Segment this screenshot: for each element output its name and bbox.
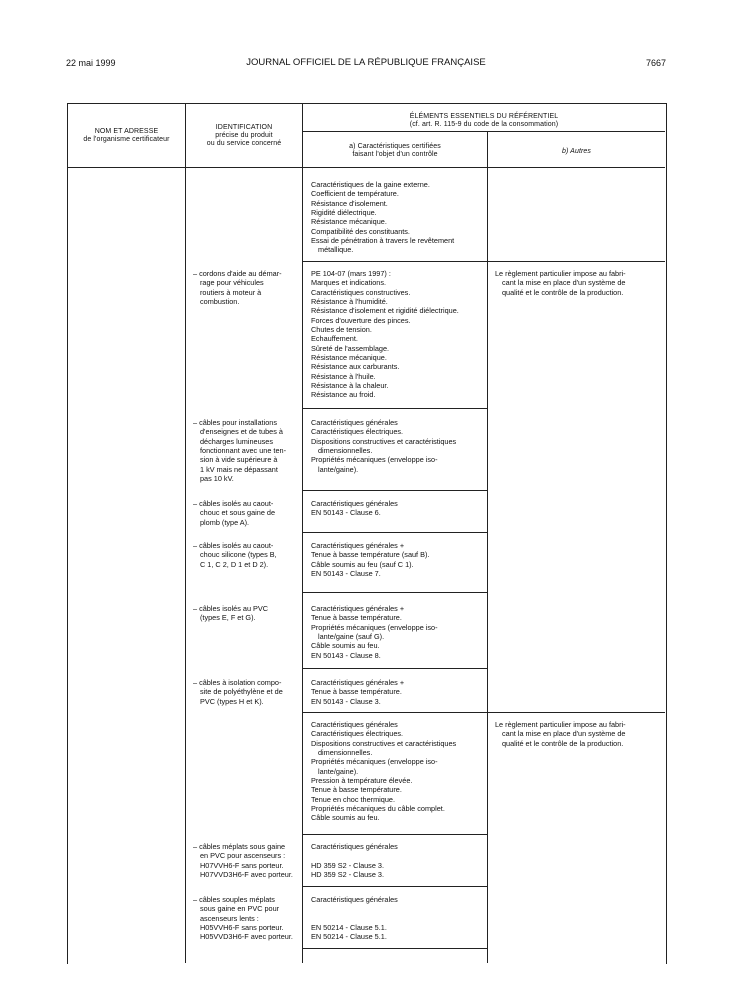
characteristics-cell-line: EN 50214 - Clause 5.1. <box>311 923 387 933</box>
product-cell-line: 1 kV mais ne dépassant <box>200 464 278 474</box>
product-cell-line: – cordons d'aide au démar- <box>193 269 282 278</box>
product-cell <box>193 418 313 483</box>
product-cell-line: sous gaine en PVC pour <box>200 904 280 914</box>
characteristics-cell-line: Tenue à basse température. <box>311 687 402 697</box>
header-bottom-rule <box>67 167 665 168</box>
characteristics-cell-line: Dispositions constructives et caractéristiques <box>311 436 457 446</box>
product-cell <box>193 895 313 942</box>
characteristics-cell-line: Résistance d'isolement et rigidité diélectrique. <box>311 306 459 316</box>
product-cell-line: H05VVH6-F sans porteur. <box>200 923 284 933</box>
product-cell-line: – câbles isolés au PVC <box>193 604 269 613</box>
characteristics-cell-line: Essai de pénétration à travers le revêtement <box>311 236 455 246</box>
characteristics-cell-line: Forces d'ouverture des pinces. <box>311 315 411 325</box>
characteristics-cell-line: Caractéristiques électriques. <box>311 427 404 437</box>
characteristics-cell-line: PE 104-07 (mars 1997) : <box>311 269 391 278</box>
characteristics-cell-line: Sûreté de l'assemblage. <box>311 343 390 353</box>
characteristics-cell-line: Pression à température élevée. <box>311 776 413 786</box>
header-col1-line: NOM ET ADRESSE <box>94 128 159 135</box>
product-cell-line: rage pour véhicules <box>200 278 264 288</box>
characteristics-cell-line: Echauffement. <box>311 334 358 344</box>
product-cell-line: H07VVD3H6-F avec porteur. <box>200 870 293 880</box>
other-cell <box>495 269 653 297</box>
product-cell-line: – câbles méplats sous gaine <box>193 842 286 851</box>
product-cell-line: – câbles isolés au caout- <box>193 499 274 508</box>
col-divider-3-lower <box>487 721 488 963</box>
characteristics-cell-line: Tenue en choc thermique. <box>311 794 395 804</box>
page-date: 22 mai 1999 <box>66 58 116 68</box>
product-cell-line: (types E, F et G). <box>200 613 256 623</box>
product-cell-line: d'enseignes et de tubes à <box>200 427 283 437</box>
characteristics-cell <box>311 895 483 942</box>
header-col3a <box>305 143 485 159</box>
characteristics-cell-line: dimensionnelles. <box>318 748 373 758</box>
characteristics-cell-line: Marques et indications. <box>311 278 387 288</box>
product-cell-line: – câbles souples méplats <box>193 895 275 904</box>
product-cell-line: C 1, C 2, D 1 et D 2). <box>200 559 269 569</box>
characteristics-cell <box>311 269 483 400</box>
product-cell-line: – câbles à isolation compo- <box>193 678 282 687</box>
product-cell-line: plomb (type A). <box>200 517 250 527</box>
characteristics-cell-line: Caractéristiques électriques. <box>311 729 404 739</box>
characteristics-cell-line <box>311 914 483 923</box>
row-rule-2 <box>302 408 487 409</box>
header-col3a-line: a) Caractéristiques certifiées <box>349 143 441 150</box>
product-cell-line: décharges lumineuses <box>200 436 274 446</box>
header-col3-group-line: ÉLÉMENTS ESSENTIELS DU RÉFÉRENTIEL <box>409 113 559 120</box>
characteristics-cell-line <box>311 851 483 860</box>
characteristics-cell <box>311 842 483 879</box>
characteristics-cell-line: EN 50143 - Clause 8. <box>311 650 381 660</box>
product-cell-line: chouc silicone (types B, <box>200 550 277 560</box>
characteristics-cell-line: Caractéristiques générales <box>311 842 398 851</box>
characteristics-cell-line: EN 50143 - Clause 6. <box>311 508 381 518</box>
header-col2 <box>188 124 300 148</box>
header-mid-rule <box>302 131 665 132</box>
characteristics-cell <box>311 180 483 255</box>
characteristics-cell-line: Résistance à l'humidité. <box>311 297 388 307</box>
characteristics-cell <box>311 604 483 660</box>
other-cell <box>495 720 653 748</box>
characteristics-cell-line: HD 359 S2 - Clause 3. <box>311 870 385 880</box>
product-cell-line: site de polyéthylène et de <box>200 687 283 697</box>
characteristics-cell-line: Propriétés mécaniques du câble complet. <box>311 804 445 814</box>
characteristics-cell-line: Résistance mécanique. <box>311 217 387 227</box>
product-cell-line: – câbles pour installations <box>193 418 277 427</box>
characteristics-cell <box>311 418 483 474</box>
characteristics-cell-line: Caractéristiques générales + <box>311 604 405 613</box>
characteristics-cell-line: Caractéristiques générales + <box>311 678 405 687</box>
characteristics-cell-line: lante/gaine). <box>318 766 359 776</box>
product-cell <box>193 678 313 706</box>
characteristics-cell-line: Résistance à la chaleur. <box>311 381 389 391</box>
header-col3b-line: b) Autres <box>561 148 592 155</box>
characteristics-cell-line: Câble soumis au feu (sauf C 1). <box>311 559 414 569</box>
product-cell-line: H07VVH6-F sans porteur. <box>200 860 284 870</box>
product-cell-line: – câbles isolés au caout- <box>193 541 274 550</box>
product-cell-line: H05VVD3H6-F avec porteur. <box>200 932 293 942</box>
characteristics-cell <box>311 499 483 518</box>
other-cell-line: cant la mise en place d'un système de <box>502 729 626 739</box>
row-rule-5 <box>302 592 487 593</box>
product-cell <box>193 499 313 527</box>
other-cell-line: qualité et le contrôle de la production. <box>502 738 624 748</box>
row-rule-8 <box>302 834 487 835</box>
product-cell <box>193 541 313 569</box>
characteristics-cell-line: Propriétés mécaniques (enveloppe iso- <box>311 622 438 632</box>
characteristics-cell <box>311 720 483 823</box>
characteristics-cell-line: Caractéristiques générales <box>311 418 398 427</box>
characteristics-cell-line: métallique. <box>318 245 354 255</box>
header-col2-line: IDENTIFICATION <box>215 124 273 131</box>
product-cell-line: fonctionnant avec une ten- <box>200 446 287 456</box>
header-col3a-line: faisant l'objet d'un contrôle <box>352 151 438 158</box>
characteristics-cell-line: Caractéristiques constructives. <box>311 287 411 297</box>
characteristics-cell-line: lante/gaine). <box>318 464 359 474</box>
characteristics-cell-line: Chutes de tension. <box>311 325 372 335</box>
header-col1 <box>70 128 183 144</box>
row-rule-4 <box>302 532 487 533</box>
journal-title: JOURNAL OFFICIEL DE LA RÉPUBLIQUE FRANÇAISE <box>246 57 486 68</box>
characteristics-cell-line: EN 50143 - Clause 3. <box>311 696 381 706</box>
header-col2-line: ou du service concerné <box>206 140 282 147</box>
characteristics-cell-line: Caractéristiques générales <box>311 895 398 904</box>
product-cell-line: ascenseurs lents : <box>200 913 259 923</box>
page-number: 7667 <box>645 58 666 68</box>
header-col3-group-line: (cf. art. R. 115-9 du code de la consommation) <box>409 121 559 128</box>
header-col2-line: précise du produit <box>215 132 273 139</box>
product-cell-line: chouc et sous gaine de <box>200 508 276 518</box>
product-cell <box>193 269 313 306</box>
characteristics-cell <box>311 678 483 706</box>
characteristics-cell-line: Résistance aux carburants. <box>311 362 400 372</box>
characteristics-cell-line: Propriétés mécaniques (enveloppe iso- <box>311 455 438 465</box>
row-rule-10 <box>302 948 487 949</box>
characteristics-cell-line: EN 50214 - Clause 5.1. <box>311 932 387 942</box>
other-cell-line: qualité et le contrôle de la production. <box>502 287 624 297</box>
characteristics-cell-line: Câble soumis au feu. <box>311 641 380 651</box>
characteristics-cell-line: Résistance à l'huile. <box>311 371 376 381</box>
characteristics-cell-line: Rigidité diélectrique. <box>311 208 377 218</box>
col-divider-1 <box>185 103 186 963</box>
group-rule-1 <box>302 261 665 262</box>
characteristics-cell <box>311 541 483 578</box>
product-cell-line: PVC (types H et K). <box>200 696 264 706</box>
characteristics-cell-line: Tenue à basse température (sauf B). <box>311 550 430 560</box>
other-cell-line: Le règlement particulier impose au fabri- <box>495 720 626 729</box>
row-rule-9 <box>302 886 487 887</box>
running-head <box>66 56 666 70</box>
characteristics-cell-line: Résistance d'isolement. <box>311 198 388 208</box>
characteristics-cell-line: Caractéristiques générales + <box>311 541 405 550</box>
characteristics-cell-line: Câble soumis au feu. <box>311 813 380 823</box>
product-cell-line: en PVC pour ascenseurs : <box>200 851 286 861</box>
characteristics-cell-line: Caractéristiques générales <box>311 499 398 508</box>
characteristics-cell-line: Tenue à basse température. <box>311 785 402 795</box>
other-cell-line: cant la mise en place d'un système de <box>502 278 626 288</box>
characteristics-cell-line: Compatibilité des constituants. <box>311 226 410 236</box>
characteristics-cell-line: Dispositions constructives et caractéristiques <box>311 738 457 748</box>
product-cell-line: pas 10 kV. <box>200 474 234 484</box>
col-divider-3 <box>487 131 488 721</box>
header-col3b <box>490 148 663 156</box>
characteristics-cell-line: Propriétés mécaniques (enveloppe iso- <box>311 757 438 767</box>
product-cell <box>193 842 313 879</box>
characteristics-cell-line: lante/gaine (sauf G). <box>318 632 385 642</box>
other-cell-line: Le règlement particulier impose au fabri- <box>495 269 626 278</box>
product-cell-line: routiers à moteur à <box>200 287 262 297</box>
characteristics-cell-line: Tenue à basse température. <box>311 613 402 623</box>
row-rule-6 <box>302 668 487 669</box>
characteristics-cell-line: HD 359 S2 - Clause 3. <box>311 860 385 870</box>
group-rule-2 <box>302 712 665 713</box>
characteristics-cell-line: Caractéristiques de la gaine externe. <box>311 180 430 189</box>
product-cell <box>193 604 313 623</box>
characteristics-cell-line: dimensionnelles. <box>318 446 373 456</box>
product-cell-line: combustion. <box>200 297 240 307</box>
header-col3-group <box>305 113 663 129</box>
characteristics-cell-line <box>311 904 483 913</box>
characteristics-cell-line: EN 50143 - Clause 7. <box>311 569 381 579</box>
product-cell-line: sion à vide supérieure à <box>200 455 278 465</box>
characteristics-cell-line: Résistance mécanique. <box>311 353 387 363</box>
header-col1-line: de l'organisme certificateur <box>83 136 170 143</box>
characteristics-cell-line: Caractéristiques générales <box>311 720 398 729</box>
row-rule-3 <box>302 490 487 491</box>
characteristics-cell-line: Coefficient de température. <box>311 189 399 199</box>
characteristics-cell-line: Résistance au froid. <box>311 390 376 400</box>
